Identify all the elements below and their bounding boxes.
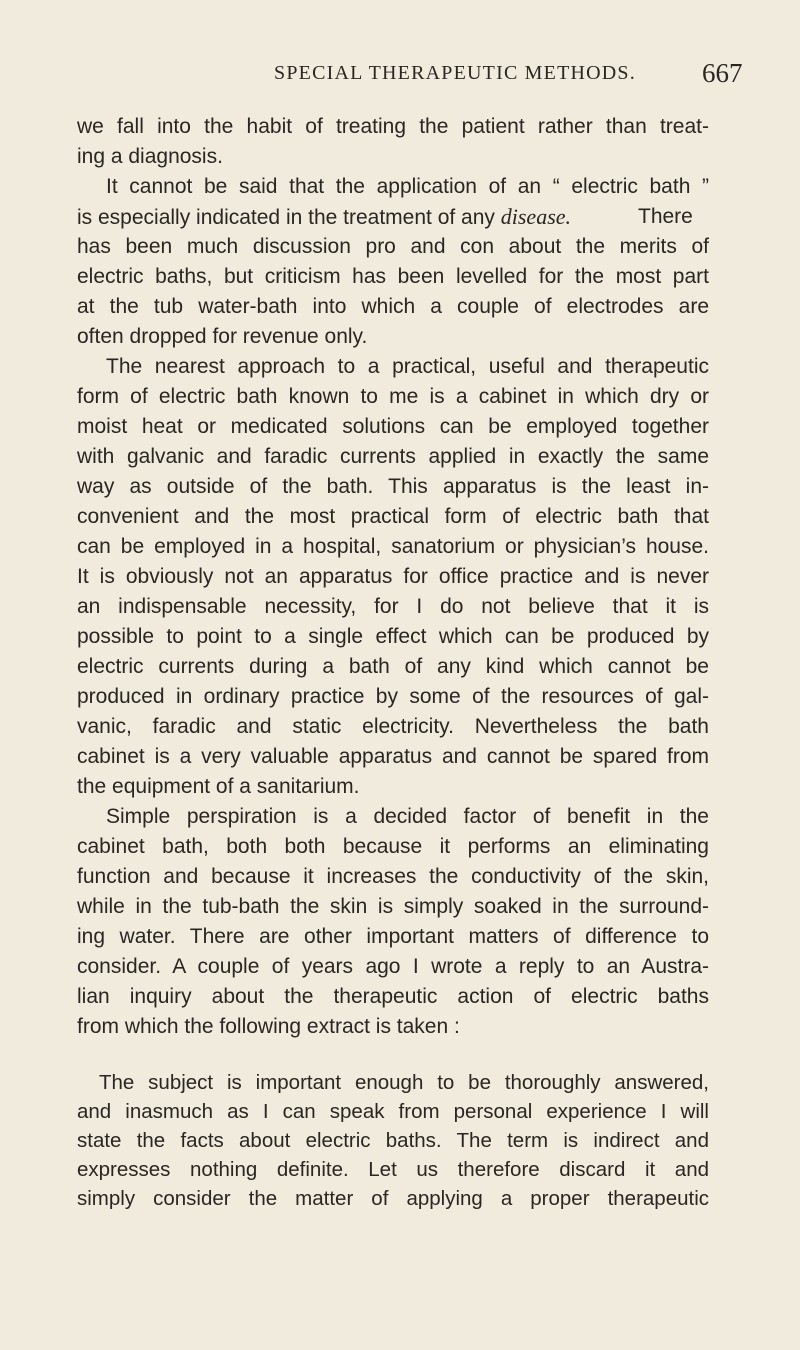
- page-number: 667: [702, 58, 743, 88]
- text-line: lian inquiry about the therapeutic action of electric baths: [77, 985, 709, 1008]
- text-line: consider. A couple of years ago I wrote a reply to an Austra-: [77, 955, 709, 978]
- emphasized-word: disease.: [500, 204, 572, 229]
- text-line: It cannot be said that the application of an “ electric bath ”: [106, 175, 709, 198]
- text-line: produced in ordinary practice by some of the resources of gal-: [77, 685, 709, 708]
- text-line: It is obviously not an apparatus for office practice and is never: [77, 565, 709, 588]
- quote-line: The subject is important enough to be thoroughly answered,: [99, 1071, 709, 1094]
- text-line: from which the following extract is taken :: [77, 1015, 460, 1038]
- text-line: way as outside of the bath. This apparatus is the least in-: [77, 475, 709, 498]
- quote-line: simply consider the matter of applying a proper therapeutic: [77, 1187, 709, 1210]
- text-line: can be employed in a hospital, sanatorium or physician’s house.: [77, 535, 709, 558]
- text-line: possible to point to a single effect which can be produced by: [77, 625, 709, 648]
- text-line: with galvanic and faradic currents applied in exactly the same: [77, 445, 709, 468]
- text-line: ing a diagnosis.: [77, 145, 223, 168]
- text-line: at the tub water-bath into which a couple of electrodes are: [77, 295, 709, 318]
- quote-line: and inasmuch as I can speak from personal experience I will: [77, 1100, 709, 1123]
- text-line: has been much discussion pro and con about the merits of: [77, 235, 709, 258]
- text-line: electric baths, but criticism has been levelled for the most part: [77, 265, 709, 288]
- running-head: [0, 58, 800, 102]
- text-line: moist heat or medicated solutions can be employed together: [77, 415, 709, 438]
- text-line: the equipment of a sanitarium.: [77, 775, 360, 798]
- text-line: an indispensable necessity, for I do not believe that it is: [77, 595, 709, 618]
- text-line: while in the tub-bath the skin is simply soaked in the surround-: [77, 895, 709, 918]
- page-header-title: SPECIAL THERAPEUTIC METHODS.: [274, 62, 636, 84]
- text-line: often dropped for revenue only.: [77, 325, 368, 348]
- text-line: cabinet bath, both both because it performs an eliminating: [77, 835, 709, 858]
- text-line: The nearest approach to a practical, useful and therapeutic: [106, 355, 709, 378]
- text-line: is especially indicated in the treatment of any disease. There: [77, 204, 693, 229]
- text-line: form of electric bath known to me is a cabinet in which dry or: [77, 385, 709, 408]
- text-line: electric currents during a bath of any kind which cannot be: [77, 655, 709, 678]
- text-line: ing water. There are other important matters of difference to: [77, 925, 709, 948]
- text-line: vanic, faradic and static electricity. Nevertheless the bath: [77, 715, 709, 738]
- quote-line: expresses nothing definite. Let us therefore discard it and: [77, 1158, 709, 1181]
- text-line: Simple perspiration is a decided factor of benefit in the: [106, 805, 709, 828]
- text-line: function and because it increases the conductivity of the skin,: [77, 865, 709, 888]
- text-line: we fall into the habit of treating the patient rather than treat-: [77, 115, 709, 138]
- text-line: convenient and the most practical form of electric bath that: [77, 505, 709, 528]
- quote-line: state the facts about electric baths. The term is indirect and: [77, 1129, 709, 1152]
- text-line: cabinet is a very valuable apparatus and cannot be spared from: [77, 745, 709, 768]
